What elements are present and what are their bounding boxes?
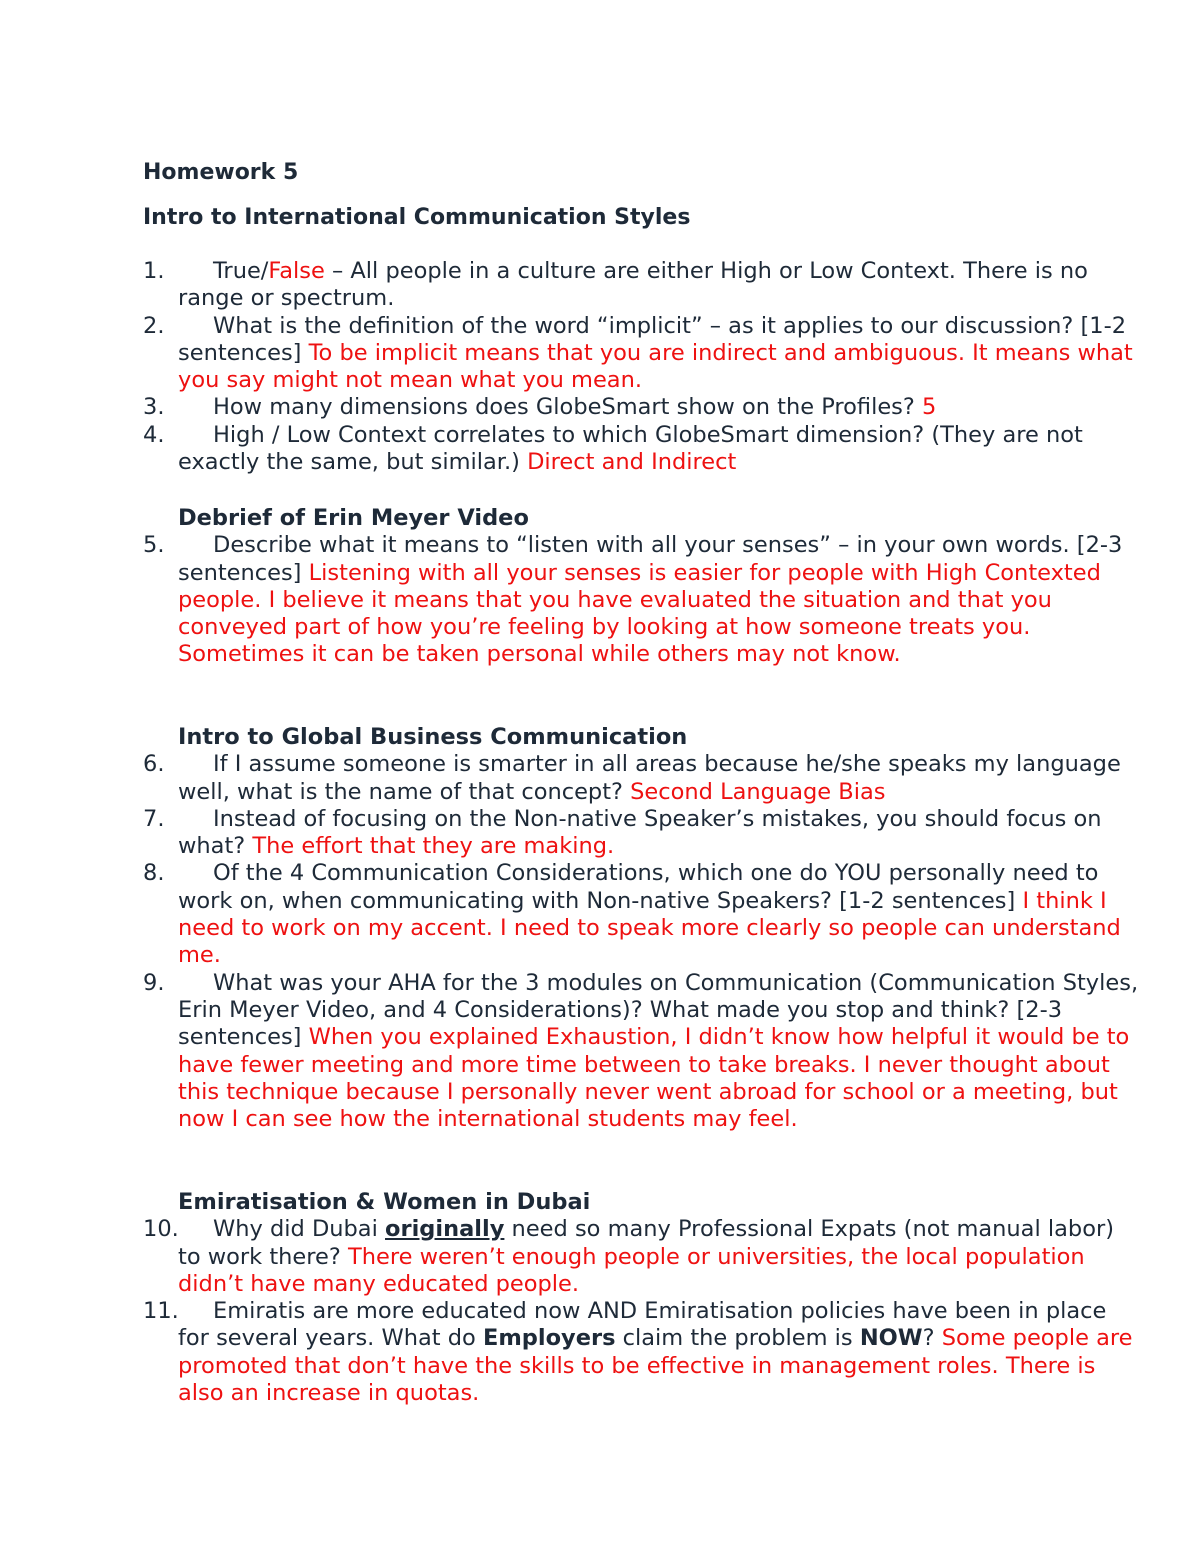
section-erin-meyer xyxy=(143,505,1143,669)
question-11 xyxy=(143,1298,1143,1407)
question-text: – All people in a culture are either High or Low Context. There is no range or spectrum. xyxy=(178,258,1088,312)
question-number: 8. xyxy=(143,860,165,887)
answer-text: There weren’t enough people or universities, the local population didn’t have many educated people. xyxy=(178,1243,1085,1297)
answer-text: Second Language Bias xyxy=(630,778,886,805)
question-text: If I assume someone is smarter in all areas because he/she speaks my language well, what is the name of that concept? xyxy=(178,751,1121,805)
section-intro-communication-styles xyxy=(143,258,1143,476)
question-text: need so many Professional Expats (not manual labor) to work there? xyxy=(178,1216,1114,1270)
question-9 xyxy=(143,970,1143,1134)
question-5 xyxy=(143,532,1143,668)
question-number: 10. xyxy=(143,1216,179,1243)
answer-text: I think I need to work on my accent. I need to speak more clearly so people can understand me. xyxy=(178,887,1121,969)
question-text: Emiratis are more educated now AND Emiratisation policies have been in place for several years. What do xyxy=(178,1298,1107,1352)
section-heading-global-business: Intro to Global Business Communication xyxy=(178,724,688,750)
question-1 xyxy=(143,258,1143,313)
question-text: What was your AHA for the 3 modules on Communication (Communication Styles, Erin Meyer Video, and 4 Considerations)? What made you stop and think? [2-3 sentences] xyxy=(178,969,1139,1051)
emphasis-text: originally xyxy=(385,1216,505,1243)
question-text: True/ xyxy=(213,258,269,284)
question-text: Why did Dubai xyxy=(213,1216,386,1243)
answer-text: When you explained Exhaustion, I didn’t know how helpful it would be to have fewer meeting and more time between to take breaks. I never thought about this technique because I personally never went abroad for school or a meeting, but now I can see how the international students may feel. xyxy=(178,1024,1130,1133)
emphasis-text: NOW xyxy=(859,1325,923,1352)
question-text: claim the problem is xyxy=(615,1325,860,1352)
question-3 xyxy=(143,394,1143,421)
question-10 xyxy=(143,1216,1143,1298)
question-text: How many dimensions does GlobeSmart show on the Profiles? xyxy=(213,394,922,421)
section-emiratisation xyxy=(143,1189,1143,1407)
question-text: High / Low Context correlates to which GlobeSmart dimension? (They are not exactly the same, but similar.) xyxy=(178,421,1083,476)
question-text: Describe what it means to “listen with all your senses” – in your own words. [2-3 sentences] xyxy=(178,532,1123,586)
question-number: 5. xyxy=(143,532,165,559)
section-heading-erin-meyer: Debrief of Erin Meyer Video xyxy=(178,505,529,531)
question-text: Of the 4 Communication Considerations, which one do YOU personally need to work on, when communicating with Non-native Speakers? [1-2 sentences] xyxy=(178,860,1099,914)
question-number: 9. xyxy=(143,969,165,996)
question-2 xyxy=(143,313,1143,395)
question-8 xyxy=(143,860,1143,969)
answer-text: To be implicit means that you are indirect and ambiguous. It means what you say might not mean what you mean. xyxy=(178,339,1133,394)
question-7 xyxy=(143,806,1143,861)
section-global-business-communication xyxy=(143,724,1143,1133)
question-number: 6. xyxy=(143,751,165,778)
question-6 xyxy=(143,751,1143,806)
emphasis-text: Employers xyxy=(482,1325,616,1352)
question-number: 3. xyxy=(143,394,165,421)
question-number: 1. xyxy=(143,258,165,284)
question-number: 4. xyxy=(143,421,165,448)
section-heading-emiratisation: Emiratisation & Women in Dubai xyxy=(178,1189,591,1215)
answer-text: Direct and Indirect xyxy=(527,449,737,476)
section-heading-intro-communication-styles: Intro to International Communication Styles xyxy=(143,205,691,230)
document-title: Homework 5 xyxy=(143,160,299,185)
question-number: 11. xyxy=(143,1298,179,1325)
question-number: 2. xyxy=(143,312,165,339)
question-text: Instead of focusing on the Non-native Speaker’s mistakes, you should focus on what? xyxy=(178,805,1102,860)
question-text: ? xyxy=(922,1325,942,1352)
answer-text: Some people are promoted that don’t have the skills to be effective in management roles. There is also an increase in quotas. xyxy=(178,1325,1133,1407)
answer-text: False xyxy=(268,258,325,284)
answer-text: The effort that they are making. xyxy=(252,833,615,860)
answer-text: 5 xyxy=(922,394,937,421)
question-4 xyxy=(143,422,1143,477)
question-text: What is the definition of the word “implicit” – as it applies to our discussion? [1-2 sentences] xyxy=(178,312,1127,366)
question-number: 7. xyxy=(143,805,165,832)
answer-text: Listening with all your senses is easier for people with High Contexted people. I believe it means that you have evaluated the situation and that you conveyed part of how you’re feeling by looking at how someone treats you. Sometimes it can be taken personal while others may not know. xyxy=(178,559,1101,668)
